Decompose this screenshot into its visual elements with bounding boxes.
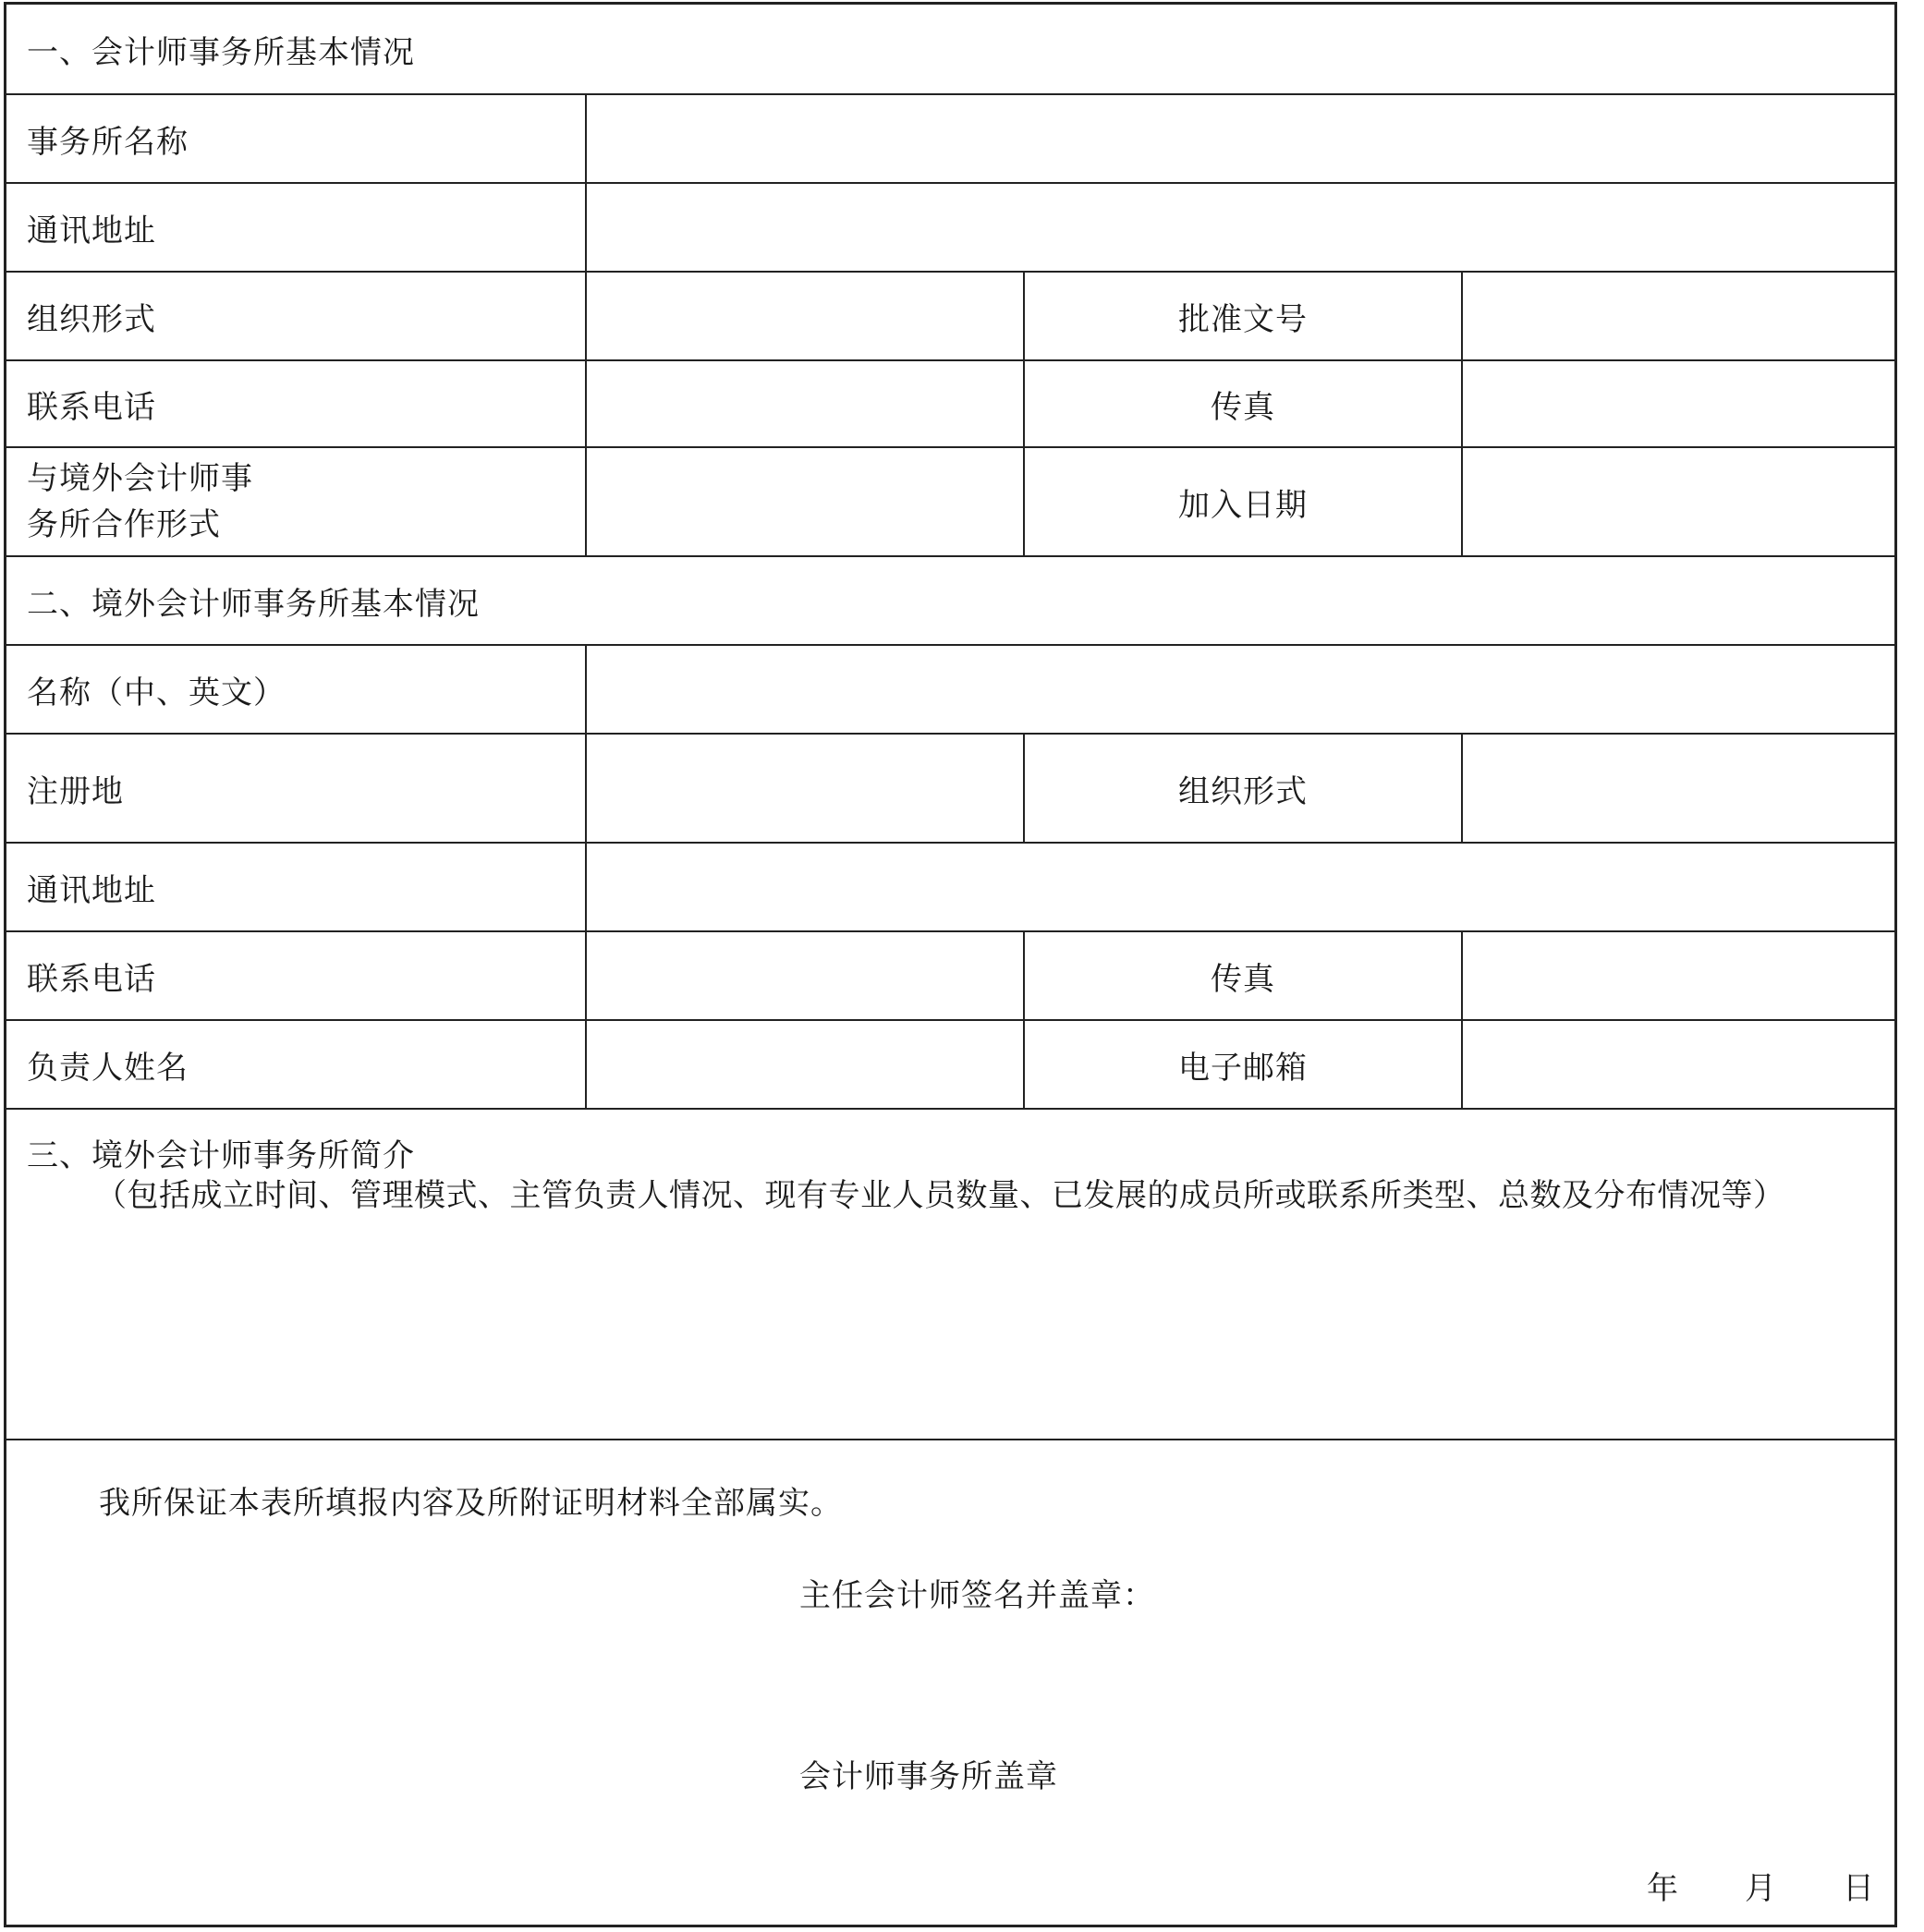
registration-form xyxy=(4,2,1897,1927)
declaration-statement: 我所保证本表所填报内容及所附证明材料全部属实。 xyxy=(99,1485,843,1522)
foreign-fax-label: 传真 xyxy=(1023,932,1461,1019)
section2-title: 二、境外会计师事务所基本情况 xyxy=(27,585,480,623)
firm-phone-row xyxy=(6,361,1894,448)
declaration-row xyxy=(6,1440,1894,1925)
firm-address-row xyxy=(6,184,1894,273)
section3-intro-row[interactable] xyxy=(6,1110,1894,1440)
leader-field[interactable] xyxy=(585,1021,1023,1108)
date-year-label: 年 xyxy=(1647,1870,1678,1907)
approval-no-label: 批准文号 xyxy=(1023,273,1461,359)
foreign-address-label: 通讯地址 xyxy=(27,871,156,909)
firm-name-row xyxy=(6,95,1894,184)
leader-label: 负责人姓名 xyxy=(27,1049,189,1087)
firm-address-field[interactable] xyxy=(585,184,1894,271)
foreign-address-field[interactable] xyxy=(585,844,1894,930)
section3-title: 三、境外会计师事务所简介 xyxy=(27,1137,415,1174)
org-form-row xyxy=(6,273,1894,361)
section2-header-row xyxy=(6,557,1894,646)
coop-form-label-line1: 与境外会计师事 xyxy=(27,460,253,497)
foreign-name-label: 名称（中、英文） xyxy=(27,674,286,711)
foreign-org-form-field[interactable] xyxy=(1461,735,1894,842)
date-line xyxy=(1647,1863,1874,1908)
date-day-label: 日 xyxy=(1843,1870,1874,1907)
org-form-label: 组织形式 xyxy=(27,300,156,338)
foreign-address-row xyxy=(6,844,1894,932)
foreign-org-form-label: 组织形式 xyxy=(1023,735,1461,842)
reg-place-row xyxy=(6,735,1894,844)
coop-form-row xyxy=(6,448,1894,557)
firm-name-field[interactable] xyxy=(585,95,1894,182)
firm-fax-field[interactable] xyxy=(1461,361,1894,446)
foreign-phone-field[interactable] xyxy=(585,932,1023,1019)
section1-title: 一、会计师事务所基本情况 xyxy=(27,33,415,71)
org-form-field[interactable] xyxy=(585,273,1023,359)
email-label: 电子邮箱 xyxy=(1023,1021,1461,1108)
foreign-name-row xyxy=(6,646,1894,735)
date-month-label: 月 xyxy=(1745,1870,1776,1907)
firm-address-label: 通讯地址 xyxy=(27,212,156,249)
email-field[interactable] xyxy=(1461,1021,1894,1108)
foreign-phone-label: 联系电话 xyxy=(27,960,156,998)
firm-phone-field[interactable] xyxy=(585,361,1023,446)
section3-description: （包括成立时间、管理模式、主管负责人情况、现有专业人员数量、已发展的成员所或联系所类型、总数及分布情况等） xyxy=(95,1177,1785,1214)
firm-phone-label: 联系电话 xyxy=(27,388,156,426)
join-date-label: 加入日期 xyxy=(1023,448,1461,555)
coop-form-label xyxy=(6,448,585,555)
join-date-field[interactable] xyxy=(1461,448,1894,555)
reg-place-label: 注册地 xyxy=(27,772,124,810)
reg-place-field[interactable] xyxy=(585,735,1023,842)
coop-form-field[interactable] xyxy=(585,448,1023,555)
approval-no-field[interactable] xyxy=(1461,273,1894,359)
coop-form-label-line2: 务所合作形式 xyxy=(27,506,221,543)
foreign-name-field[interactable] xyxy=(585,646,1894,733)
foreign-phone-row xyxy=(6,932,1894,1021)
foreign-fax-field[interactable] xyxy=(1461,932,1894,1019)
section1-header-row xyxy=(6,5,1894,95)
signature-label: 主任会计师签名并盖章： xyxy=(799,1577,1155,1614)
leader-row xyxy=(6,1021,1894,1110)
firm-seal-label: 会计师事务所盖章 xyxy=(799,1758,1058,1795)
firm-fax-label: 传真 xyxy=(1023,361,1461,446)
firm-name-label: 事务所名称 xyxy=(27,123,189,161)
